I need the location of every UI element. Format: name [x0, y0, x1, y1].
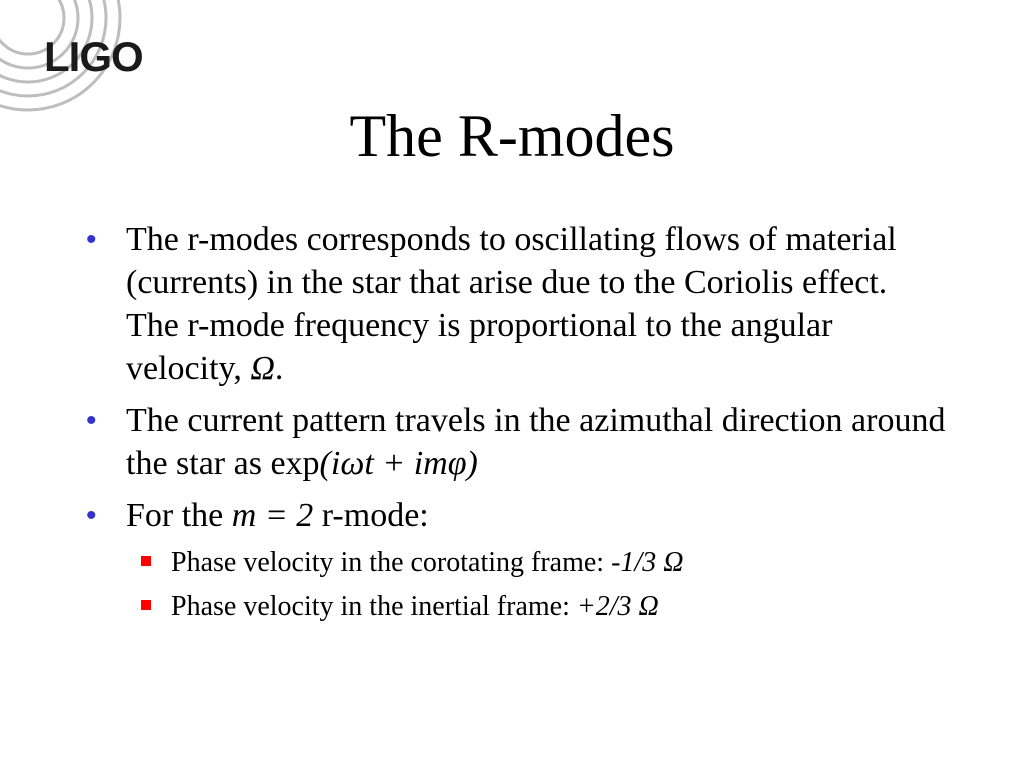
bullet-dot-icon: • [86, 223, 97, 256]
logo-text: LIGO [44, 33, 143, 80]
bullet-item [86, 494, 946, 537]
sub-bullet-math: +2/3 Ω [576, 591, 659, 622]
bullet-dot-icon: • [86, 499, 97, 532]
bullet-prefix: For the [126, 497, 232, 534]
square-bullet-icon [141, 600, 151, 610]
slide-content [86, 218, 946, 634]
bullet-math: (iωt + imφ) [319, 445, 478, 482]
bullet-text: The current pattern travels in the azimuthal direction around the star as exp [126, 402, 946, 482]
sub-bullet-item [141, 546, 946, 580]
bullet-item [86, 218, 946, 390]
bullet-dot-icon: • [86, 404, 97, 437]
bullet-item [86, 399, 946, 485]
slide-title: The R-modes [349, 103, 675, 169]
bullet-text: The r-modes corresponds to oscillating flows of material (currents) in the star that arise due to the Coriolis effect. The r-mode frequency is proportional to the angular velocity, [126, 221, 897, 387]
bullet-tail: . [274, 350, 284, 387]
bullet-math: Ω [250, 350, 275, 387]
sub-bullet-math: -1/3 Ω [611, 547, 684, 578]
sub-bullet-text: Phase velocity in the inertial frame: [171, 591, 577, 622]
bullet-suffix: r-mode: [313, 497, 429, 534]
square-bullet-icon [141, 556, 151, 566]
sub-bullet-text: Phase velocity in the corotating frame: [171, 547, 612, 578]
sub-bullet-list [141, 546, 946, 624]
sub-bullet-item [141, 590, 946, 624]
bullet-math: m = 2 [231, 497, 314, 534]
